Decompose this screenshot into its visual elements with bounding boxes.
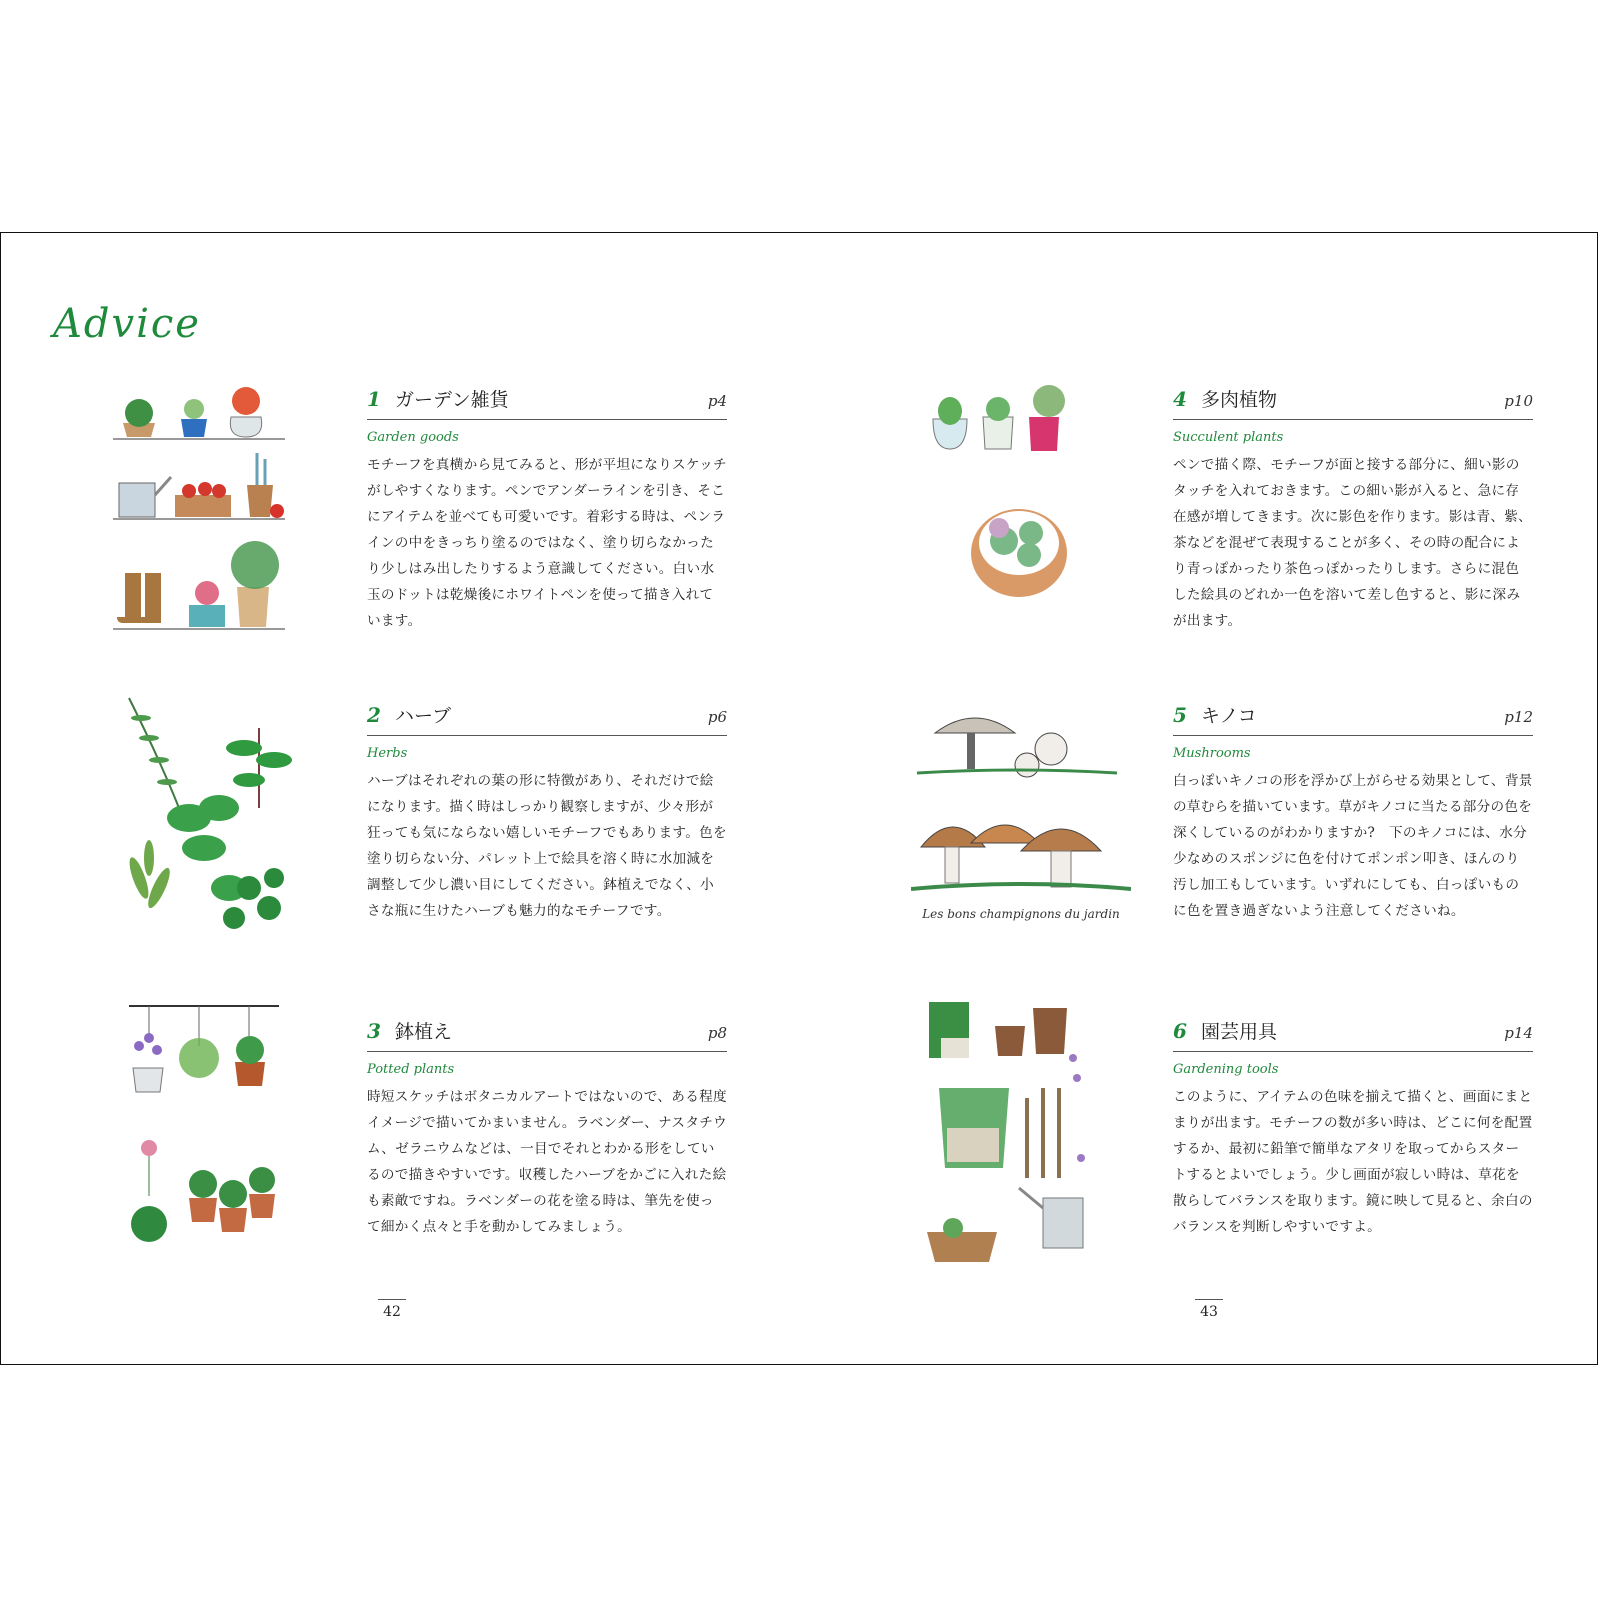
- section-page-ref: p10: [1504, 392, 1533, 410]
- section-number: 1: [367, 387, 381, 411]
- section-subtitle: Garden goods: [367, 430, 459, 445]
- section-header: [367, 701, 727, 736]
- section-title: ハーブ: [395, 705, 452, 727]
- section-page-ref: p8: [707, 1024, 727, 1042]
- section-subtitle: Herbs: [367, 746, 408, 761]
- illustration-mushrooms: [911, 693, 1131, 933]
- section-title: ガーデン雑貨: [395, 389, 509, 411]
- section-number: 6: [1173, 1019, 1187, 1043]
- illustration-garden-goods: [109, 383, 289, 633]
- page-number-right: 43: [1194, 1299, 1224, 1320]
- section-header: [367, 1017, 727, 1052]
- mushroom-caption: Les bons champignons du jardin: [922, 907, 1120, 921]
- section-header: [1173, 701, 1533, 736]
- illustration-succulents: [929, 383, 1109, 643]
- section-page-ref: p6: [707, 708, 727, 726]
- section-body: このように、アイテムの色味を揃えて描くと、画面にまとまりが出ます。モチーフの数が多い時は、どこに何を配置するか、最初に鉛筆で簡単なアタリを取ってからスタートするとよいでしょう。少し画面が寂しい時は、草花を散らしてバランスを取ります。鏡に映して見ると、余白のバランスを判断しやすいですよ。: [1173, 1089, 1533, 1235]
- section-page-ref: p4: [707, 392, 727, 410]
- section-number: 4: [1173, 387, 1187, 411]
- section-body: モチーフを真横から見てみると、形が平坦になりスケッチがしやすくなります。ペンでアンダーラインを引き、そこにアイテムを並べても可愛いです。着彩する時は、ペンラインの中をきっちり塗るのではなく、塗り切らなかったり少しはみ出したりするよう意識してください。白い水玉のドットは乾燥後にホワイトペンを使って描き入れています。: [367, 457, 727, 629]
- section-title: 鉢植え: [395, 1021, 453, 1043]
- page-number-left: 42: [377, 1299, 407, 1320]
- section-page-ref: p14: [1504, 1024, 1533, 1042]
- section-subtitle: Gardening tools: [1173, 1062, 1279, 1077]
- illustration-potted-plants: [109, 998, 289, 1253]
- section-subtitle: Potted plants: [367, 1062, 455, 1077]
- section-mushrooms: [1173, 701, 1533, 924]
- section-header: [1173, 385, 1533, 420]
- section-header: [1173, 1017, 1533, 1052]
- section-number: 5: [1173, 703, 1187, 727]
- section-body: ハーブはそれぞれの葉の形に特徴があり、それだけで絵になります。描く時はしっかり観察しますが、少々形が狂っても気にならない嬉しいモチーフでもあります。色を塗り切らない分、パレット上で絵具を溶く時に水加減を調整して少し濃い目にしてください。鉢植えでなく、小さな瓶に生けたハーブも魅力的なモチーフです。: [367, 773, 727, 919]
- section-number: 2: [367, 703, 381, 727]
- section-subtitle: Succulent plants: [1173, 430, 1284, 445]
- book-spread: [0, 232, 1598, 1365]
- page-title: Advice: [53, 301, 201, 347]
- section-body: 時短スケッチはボタニカルアートではないので、ある程度イメージで描いてかまいません。ラベンダー、ナスタチウム、ゼラニウムなどは、一目でそれとわかる形をしているので描きやすいです。収穫したハーブをかごに入れた絵も素敵ですね。ラベンダーの花を塗る時は、筆先を使って細かく点々と手を動かしてみましょう。: [367, 1089, 728, 1235]
- section-succulents: [1173, 385, 1533, 634]
- section-subtitle: Mushrooms: [1173, 746, 1251, 761]
- section-page-ref: p12: [1504, 708, 1533, 726]
- section-body: ペンで描く際、モチーフが面と接する部分に、細い影のタッチを入れておきます。この細い影が入ると、急に存在感が増してきます。次に影色を作ります。影は青、紫、茶などを混ぜて表現することが多く、その時の配合により青っぽかったり茶色っぽかったりします。さらに混色した絵具のどれか一色を溶いて差し色すると、影に深みが出ます。: [1173, 457, 1533, 629]
- section-title: 多肉植物: [1201, 389, 1278, 411]
- section-body: 白っぽいキノコの形を浮かび上がらせる効果として、背景の草むらを描いています。草がキノコに当たる部分の色を深くしているのがわかりますか? 下のキノコには、水分少なめのスポンジに色を付けてポンポン叩き、ほんのり汚し加工もしています。いずれにしても、白っぽいものに色を置き過ぎないよう注意してくださいね。: [1173, 773, 1533, 919]
- section-header: [367, 385, 727, 420]
- section-number: 3: [367, 1019, 381, 1043]
- section-title: 園芸用具: [1201, 1021, 1278, 1043]
- section-garden-goods: [367, 385, 727, 634]
- section-potted-plants: [367, 1017, 727, 1240]
- section-gardening-tools: [1173, 1017, 1533, 1240]
- section-herbs: [367, 701, 727, 924]
- section-title: キノコ: [1201, 705, 1257, 727]
- illustration-gardening-tools: [923, 998, 1113, 1273]
- illustration-herbs: [109, 688, 299, 938]
